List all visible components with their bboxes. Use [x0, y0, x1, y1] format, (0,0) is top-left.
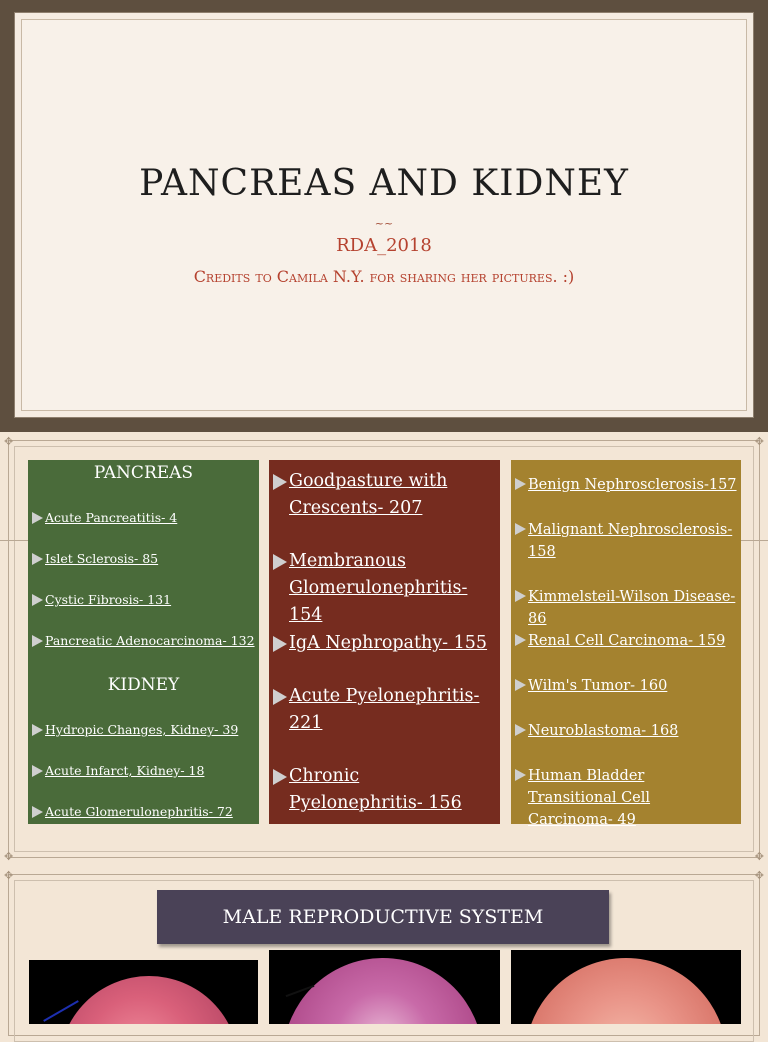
list-item[interactable]: Islet Sclerosis- 85 [32, 551, 255, 567]
bullet-arrow-icon [515, 634, 526, 646]
bullet-arrow-icon [32, 765, 43, 777]
list-item[interactable]: Wilm's Tumor- 160 [515, 675, 737, 697]
slide-subtitle: RDA_2018 [336, 235, 432, 256]
corner-ornament-icon: ✥ [754, 869, 764, 882]
list-item[interactable]: Pancreatic Adenocarcinoma- 132 [32, 633, 255, 649]
list-item[interactable]: Acute Glomerulonephritis- 72 [32, 804, 255, 820]
section-slide [0, 866, 768, 1024]
bullet-arrow-icon [32, 635, 43, 647]
list-item[interactable]: Acute Infarct, Kidney- 18 [32, 763, 255, 779]
bullet-arrow-icon [515, 590, 526, 602]
glomerular-panel [269, 460, 500, 824]
corner-ornament-icon: ✥ [4, 435, 14, 448]
nephro-panel [511, 460, 741, 828]
bullet-arrow-icon [273, 689, 287, 705]
micrograph-image [29, 960, 258, 1024]
index-slide [0, 432, 768, 866]
bullet-arrow-icon [515, 679, 526, 691]
corner-ornament-icon: ✥ [4, 869, 14, 882]
micrograph-image [269, 950, 500, 1024]
bullet-arrow-icon [273, 474, 287, 490]
bullet-arrow-icon [32, 594, 43, 606]
bullet-arrow-icon [515, 769, 526, 781]
bullet-arrow-icon [32, 724, 43, 736]
divider-left [0, 540, 28, 541]
list-item[interactable]: Goodpasture with Crescents- 207 [273, 468, 496, 522]
list-item[interactable]: Renal Cell Carcinoma- 159 [515, 630, 737, 652]
list-item[interactable]: Hydropic Changes, Kidney- 39 [32, 722, 255, 738]
bullet-arrow-icon [515, 523, 526, 535]
list-item[interactable]: IgA Nephropathy- 155 [273, 630, 496, 657]
list-item[interactable]: Cystic Fibrosis- 131 [32, 592, 255, 608]
list-item[interactable]: Neuroblastoma- 168 [515, 720, 737, 742]
list-item[interactable]: Acute Pyelonephritis- 221 [273, 683, 496, 737]
bullet-arrow-icon [273, 769, 287, 785]
corner-ornament-icon: ✥ [4, 850, 14, 863]
section-banner: MALE REPRODUCTIVE SYSTEM [157, 890, 609, 944]
bullet-arrow-icon [32, 553, 43, 565]
bullet-arrow-icon [515, 478, 526, 490]
list-item[interactable]: Benign Nephrosclerosis-157 [515, 474, 737, 496]
pancreas-heading: PANCREAS [93, 463, 194, 483]
title-slide [0, 0, 768, 432]
list-item[interactable]: Acute Pancreatitis- 4 [32, 510, 255, 526]
pancreas-kidney-panel [28, 460, 259, 824]
kidney-heading: KIDNEY [107, 675, 180, 695]
title-card [14, 12, 754, 418]
micrograph-image [511, 950, 741, 1024]
bullet-arrow-icon [32, 512, 43, 524]
bullet-arrow-icon [273, 636, 287, 652]
bullet-arrow-icon [273, 554, 287, 570]
slide-title: PANCREAS AND KIDNEY [139, 163, 629, 204]
list-item[interactable]: Membranous Glomerulonephritis- 154 [273, 548, 496, 629]
title-card-inner [21, 19, 747, 411]
divider-right [741, 540, 768, 541]
bullet-arrow-icon [32, 806, 43, 818]
corner-ornament-icon: ✥ [754, 850, 764, 863]
list-item[interactable]: Chronic Pyelonephritis- 156 [273, 763, 496, 817]
list-item[interactable]: Malignant Nephrosclerosis- 158 [515, 519, 737, 563]
bullet-arrow-icon [515, 724, 526, 736]
list-item[interactable]: Human Bladder Transitional Cell Carcinoma- 49 [515, 765, 737, 831]
credit-line: Credits to Camila N.Y. for sharing her pictures. :) [193, 267, 575, 286]
ornament: ~~ [374, 217, 394, 230]
corner-ornament-icon: ✥ [754, 435, 764, 448]
list-item[interactable]: Kimmelsteil-Wilson Disease- 86 [515, 586, 737, 630]
